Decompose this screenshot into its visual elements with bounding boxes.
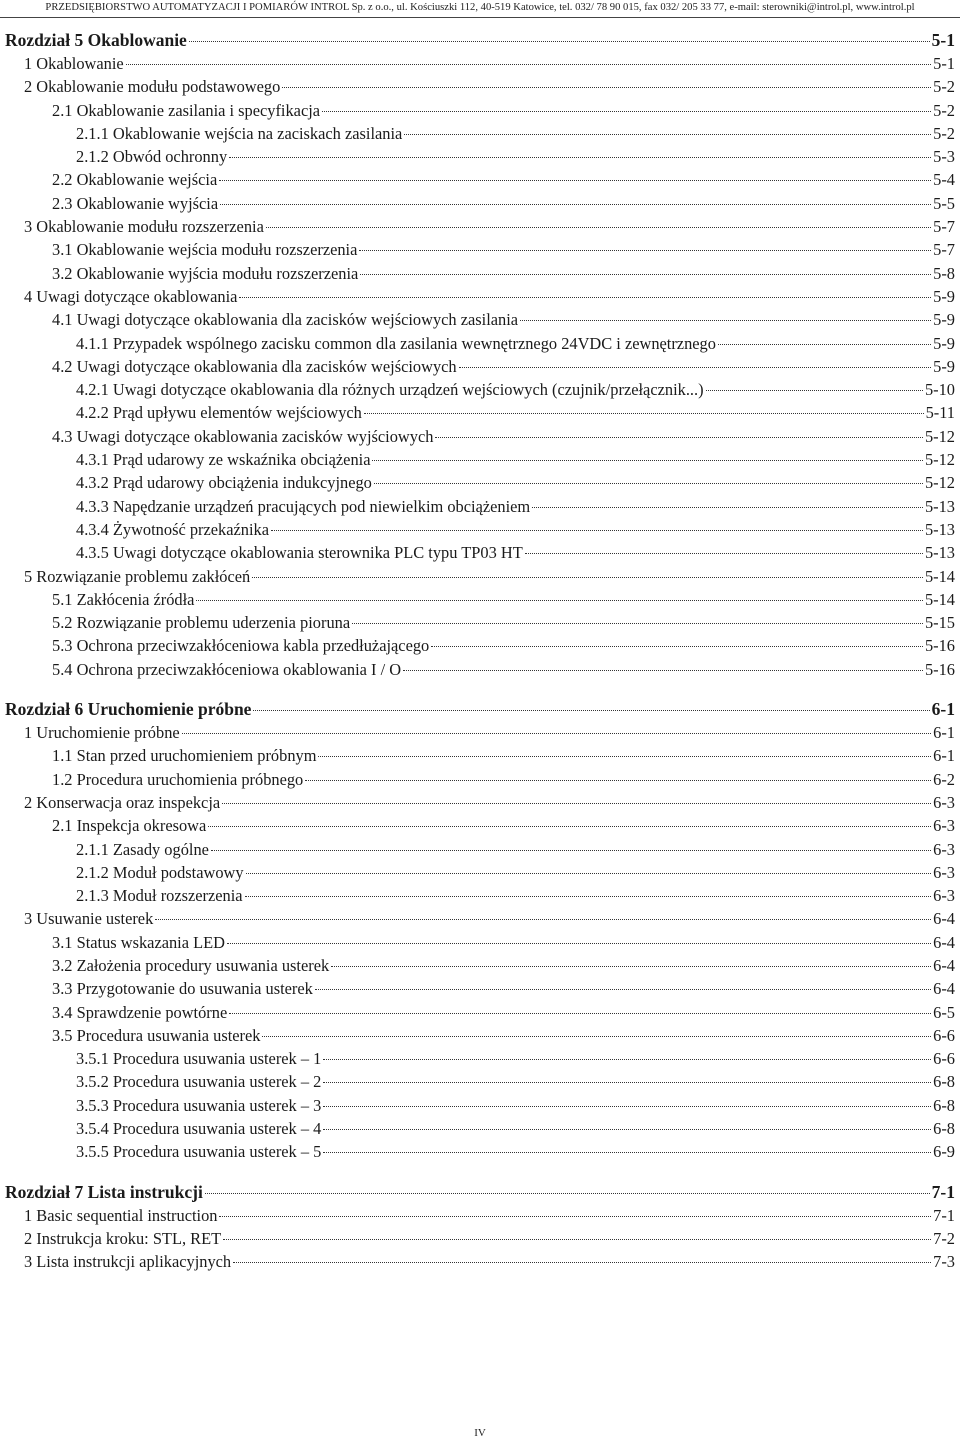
toc-entry-page: 7-1: [931, 1181, 955, 1202]
toc-entry[interactable]: [5, 401, 955, 424]
toc-entry-title: 5.2 Rozwiązanie problemu uderzenia pioruna: [52, 613, 351, 633]
toc-entry-title: 1 Okablowanie: [24, 54, 124, 73]
toc-dot-leader: [435, 437, 923, 438]
toc-dot-leader: [189, 41, 930, 42]
toc-entry-title: 2.1.2 Obwód ochronny: [76, 147, 228, 167]
toc-dot-leader: [372, 460, 922, 461]
toc-chapter: [5, 1180, 955, 1274]
toc-entry[interactable]: [5, 238, 955, 261]
toc-dot-leader: [318, 756, 931, 757]
toc-entry-page: 7-1: [933, 1205, 955, 1225]
toc-entry-title: 3.4 Sprawdzenie powtórne: [52, 1002, 228, 1022]
toc-entry-title: 2.1 Okablowanie zasilania i specyfikacja: [52, 100, 321, 120]
toc-entry-title: 2.1.1 Okablowanie wejścia na zaciskach zasilania: [76, 123, 403, 143]
toc-dot-leader: [229, 157, 931, 158]
toc-entry[interactable]: [5, 931, 955, 954]
toc-dot-leader: [403, 670, 923, 671]
toc-entry-title: 4 Uwagi dotyczące okablowania: [24, 286, 238, 306]
toc-entry-page: 6-4: [933, 909, 955, 929]
toc-entry[interactable]: [5, 192, 955, 215]
toc-entry-title: 5.4 Ochrona przeciwzakłóceniowa okablowania I / O: [52, 659, 402, 679]
toc-entry[interactable]: [5, 658, 955, 681]
toc-entry-title: 3.5.5 Procedura usuwania usterek – 5: [76, 1142, 322, 1162]
toc-entry-page: 5-14: [924, 566, 955, 586]
toc-chapter: [5, 28, 955, 681]
toc-entry[interactable]: [5, 145, 955, 168]
toc-entry-page: 5-5: [933, 193, 955, 213]
toc-entry[interactable]: [5, 215, 955, 238]
toc-entry-title: 3.2 Okablowanie wyjścia modułu rozszerzenia: [52, 263, 359, 283]
toc-entry-title: 3 Okablowanie modułu rozszerzenia: [24, 217, 264, 237]
toc-entry-title: 3.5.1 Procedura usuwania usterek – 1: [76, 1049, 322, 1069]
toc-entry-page: 5-7: [933, 217, 955, 237]
toc-entry-title: 2 Okablowanie modułu podstawowego: [24, 77, 281, 97]
toc-entry-title: 5 Rozwiązanie problemu zakłóceń: [24, 566, 251, 586]
toc-entry[interactable]: [5, 634, 955, 657]
toc-entry-page: 5-16: [924, 659, 955, 679]
toc-entry[interactable]: [5, 565, 955, 588]
toc-dot-leader: [222, 803, 931, 804]
toc-entry-page: 6-9: [933, 1142, 955, 1162]
toc-dot-leader: [211, 850, 931, 851]
toc-dot-leader: [126, 64, 931, 65]
toc-entry-page: 6-8: [933, 1095, 955, 1115]
toc-entry-page: 5-11: [925, 403, 955, 423]
toc-dot-leader: [205, 1193, 930, 1194]
toc-dot-leader: [239, 297, 931, 298]
toc-entry-page: 6-3: [933, 886, 955, 906]
toc-entry-page: 6-2: [933, 769, 955, 789]
toc-entry[interactable]: [5, 611, 955, 634]
toc-entry[interactable]: [5, 1070, 955, 1093]
toc-entry-title: Rozdział 5 Okablowanie: [5, 30, 187, 50]
toc-entry[interactable]: [5, 355, 955, 378]
toc-entry-title: 4.3.4 Żywotność przekaźnika: [76, 519, 269, 539]
toc-entry[interactable]: [5, 1250, 955, 1273]
toc-entry-title: 3.1 Status wskazania LED: [52, 932, 225, 952]
toc-dot-leader: [520, 320, 931, 321]
toc-entry-title: 2.1.2 Moduł podstawowy: [76, 862, 244, 882]
toc-dot-leader: [245, 896, 932, 897]
toc-entry[interactable]: [5, 75, 955, 98]
toc-entry[interactable]: [5, 1094, 955, 1117]
toc-entry[interactable]: [5, 308, 955, 331]
toc-entry[interactable]: [5, 471, 955, 494]
toc-entry-title: 3.2 Założenia procedury usuwania usterek: [52, 955, 330, 975]
toc-entry-page: 5-2: [933, 100, 955, 120]
toc-entry-title: 3.5.3 Procedura usuwania usterek – 3: [76, 1095, 322, 1115]
toc-entry[interactable]: [5, 838, 955, 861]
toc-entry[interactable]: [5, 495, 955, 518]
toc-dot-leader: [364, 413, 924, 414]
toc-chapter-heading[interactable]: [5, 1180, 955, 1204]
toc-entry[interactable]: [5, 744, 955, 767]
toc-entry-title: 3.5 Procedura usuwania usterek: [52, 1025, 261, 1045]
toc-entry-title: 4.3.5 Uwagi dotyczące okablowania sterownika PLC typu TP03 HT: [76, 543, 523, 563]
toc-entry-page: 6-1: [933, 746, 955, 766]
toc-entry-title: 1.2 Procedura uruchomienia próbnego: [52, 769, 304, 789]
toc-entry-page: 5-14: [924, 589, 955, 609]
toc-dot-leader: [322, 111, 931, 112]
toc-dot-leader: [323, 1129, 931, 1130]
toc-chapter: [5, 697, 955, 1164]
toc-entry-title: 5.3 Ochrona przeciwzakłóceniowa kabla przedłużającego: [52, 636, 430, 656]
toc-entry-title: 4.2 Uwagi dotyczące okablowania dla zacisków wejściowych: [52, 356, 457, 376]
toc-entry-title: 2 Instrukcja kroku: STL, RET: [24, 1228, 222, 1248]
toc-entry[interactable]: [5, 884, 955, 907]
toc-entry-page: 5-7: [933, 240, 955, 260]
toc-entry-page: 6-8: [933, 1072, 955, 1092]
toc-entry-title: 2 Konserwacja oraz inspekcja: [24, 792, 221, 812]
toc-entry-title: 4.2.1 Uwagi dotyczące okablowania dla różnych urządzeń wejściowych (czujnik/przełącznik...): [76, 380, 704, 400]
toc-entry-title: 5.1 Zakłócenia źródła: [52, 589, 195, 609]
toc-entry-page: 5-1: [931, 30, 955, 50]
toc-entry-title: 2.3 Okablowanie wyjścia: [52, 193, 219, 213]
page-header: PRZEDSIĘBIORSTWO AUTOMATYZACJI I POMIARÓW INTROL Sp. z o.o., ul. Kościuszki 112, 40-519 Katowice, tel. 032/ 78 90 015, fax 032/ 205 33 77, e-mail: sterowniki@introl.pl, www.introl.pl: [0, 0, 960, 18]
toc-entry-page: 6-3: [933, 816, 955, 836]
toc-entry-page: 6-4: [933, 932, 955, 952]
toc-dot-leader: [220, 204, 931, 205]
toc-entry-title: 3.3 Przygotowanie do usuwania usterek: [52, 979, 313, 999]
toc-entry[interactable]: [5, 378, 955, 401]
toc-entry-page: 6-1: [933, 723, 955, 743]
toc-entry[interactable]: [5, 122, 955, 145]
toc-entry-page: 7-2: [933, 1228, 955, 1248]
toc-dot-leader: [208, 826, 931, 827]
toc-entry-page: 5-12: [924, 450, 955, 470]
toc-entry-page: 5-13: [924, 519, 955, 539]
toc-dot-leader: [305, 780, 931, 781]
page-number: IV: [474, 1427, 486, 1439]
toc-entry-title: 2.1 Inspekcja okresowa: [52, 816, 207, 836]
toc-entry[interactable]: [5, 168, 955, 191]
toc-entry-page: 6-8: [933, 1119, 955, 1139]
toc-entry-page: 6-1: [931, 699, 955, 720]
toc-entry-page: 5-1: [933, 54, 955, 73]
toc-entry-title: 2.1.1 Zasady ogólne: [76, 839, 209, 859]
toc-entry[interactable]: [5, 861, 955, 884]
toc-entry-title: 4.3.3 Napędzanie urządzeń pracujących pod niewielkim obciążeniem: [76, 496, 531, 516]
toc-dot-leader: [525, 553, 923, 554]
toc-entry[interactable]: [5, 768, 955, 791]
toc-entry[interactable]: [5, 791, 955, 814]
toc-dot-leader: [246, 873, 932, 874]
toc-dot-leader: [196, 600, 923, 601]
toc-entry[interactable]: [5, 52, 955, 75]
toc-entry-title: 2.2 Okablowanie wejścia: [52, 170, 218, 190]
toc-dot-leader: [374, 483, 923, 484]
toc-dot-leader: [404, 134, 931, 135]
toc-entry[interactable]: [5, 1024, 955, 1047]
toc-entry-page: 5-9: [933, 310, 955, 330]
toc-entry-page: 6-3: [933, 862, 955, 882]
toc-entry-page: 5-13: [924, 543, 955, 563]
toc-entry[interactable]: [5, 518, 955, 541]
toc-entry-page: 5-2: [933, 123, 955, 143]
toc-entry[interactable]: [5, 425, 955, 448]
toc-dot-leader: [233, 1262, 931, 1263]
toc-dot-leader: [253, 710, 929, 711]
toc-dot-leader: [315, 989, 931, 990]
toc-dot-leader: [219, 180, 931, 181]
toc-entry-page: 5-8: [933, 263, 955, 283]
toc-dot-leader: [352, 623, 923, 624]
toc-dot-leader: [459, 367, 932, 368]
toc-entry[interactable]: [5, 1204, 955, 1227]
toc-entry-title: 4.1.1 Przypadek wspólnego zacisku common dla zasilania wewnętrznego 24VDC i zewnętrznego: [76, 333, 716, 353]
toc-entry[interactable]: [5, 907, 955, 930]
toc-entry-title: 1 Basic sequential instruction: [24, 1205, 218, 1225]
toc-dot-leader: [227, 943, 931, 944]
toc-dot-leader: [271, 530, 923, 531]
toc-entry[interactable]: [5, 1047, 955, 1070]
toc-entry[interactable]: [5, 285, 955, 308]
toc-dot-leader: [323, 1106, 931, 1107]
toc-entry-title: 4.2.2 Prąd upływu elementów wejściowych: [76, 403, 362, 423]
toc-entry-page: 6-6: [933, 1025, 955, 1045]
toc-dot-leader: [431, 646, 923, 647]
toc-entry-title: 3 Lista instrukcji aplikacyjnych: [24, 1252, 232, 1272]
toc-entry[interactable]: [5, 954, 955, 977]
toc-dot-leader: [359, 250, 931, 251]
toc-dot-leader: [718, 344, 931, 345]
toc-dot-leader: [360, 274, 931, 275]
toc-entry-page: 5-4: [933, 170, 955, 190]
toc-entry-title: 1 Uruchomienie próbne: [24, 723, 180, 743]
toc-entry-page: 5-9: [933, 286, 955, 306]
toc-dot-leader: [532, 507, 923, 508]
toc-dot-leader: [262, 1036, 931, 1037]
toc-dot-leader: [282, 87, 931, 88]
toc-entry-title: 3.1 Okablowanie wejścia modułu rozszerzenia: [52, 240, 358, 260]
toc-dot-leader: [323, 1082, 931, 1083]
toc-entry-title: 2.1.3 Moduł rozszerzenia: [76, 886, 243, 906]
toc-dot-leader: [155, 919, 931, 920]
toc-entry-page: 5-10: [924, 380, 955, 400]
toc-dot-leader: [182, 733, 931, 734]
toc-entry[interactable]: [5, 1117, 955, 1140]
toc-entry-page: 6-3: [933, 839, 955, 859]
toc-dot-leader: [266, 227, 931, 228]
toc-entry-page: 5-13: [924, 496, 955, 516]
toc-entry-page: 5-9: [933, 333, 955, 353]
toc-entry[interactable]: [5, 721, 955, 744]
toc-entry[interactable]: [5, 1227, 955, 1250]
toc-entry[interactable]: [5, 99, 955, 122]
toc-entry-page: 6-4: [933, 979, 955, 999]
toc-dot-leader: [331, 966, 931, 967]
toc-entry[interactable]: [5, 541, 955, 564]
toc-entry-page: 6-3: [933, 792, 955, 812]
toc-entry[interactable]: [5, 448, 955, 471]
toc-entry-title: Rozdział 7 Lista instrukcji: [5, 1181, 203, 1202]
toc-entry-page: 7-3: [933, 1252, 955, 1272]
toc-entry-title: 4.3 Uwagi dotyczące okablowania zacisków wyjściowych: [52, 426, 434, 446]
toc-entry-title: 4.3.2 Prąd udarowy obciążenia indukcyjnego: [76, 473, 372, 493]
toc-entry-title: 3.5.2 Procedura usuwania usterek – 2: [76, 1072, 322, 1092]
toc-dot-leader: [323, 1059, 931, 1060]
toc-entry[interactable]: [5, 262, 955, 285]
toc-entry-page: 5-9: [933, 356, 955, 376]
toc-dot-leader: [219, 1216, 931, 1217]
toc-entry-page: 5-12: [924, 426, 955, 446]
toc-entry[interactable]: [5, 588, 955, 611]
toc-entry-title: 4.1 Uwagi dotyczące okablowania dla zacisków wejściowych zasilania: [52, 310, 519, 330]
toc-dot-leader: [323, 1152, 931, 1153]
toc-dot-leader: [223, 1239, 931, 1240]
toc-dot-leader: [252, 577, 923, 578]
toc-entry-title: 3.5.4 Procedura usuwania usterek – 4: [76, 1119, 322, 1139]
toc-chapter-heading[interactable]: [5, 697, 955, 721]
toc-entry-title: 4.3.1 Prąd udarowy ze wskaźnika obciążenia: [76, 450, 371, 470]
table-of-contents: [5, 28, 955, 1290]
toc-entry[interactable]: [5, 814, 955, 837]
toc-entry-page: 6-6: [933, 1049, 955, 1069]
toc-chapter-heading[interactable]: [5, 28, 955, 52]
toc-entry-title: Rozdział 6 Uruchomienie próbne: [5, 699, 252, 720]
toc-dot-leader: [706, 390, 923, 391]
toc-entry-page: 5-2: [933, 77, 955, 97]
toc-entry-page: 6-4: [933, 955, 955, 975]
toc-entry-title: 3 Usuwanie usterek: [24, 909, 154, 929]
toc-entry-page: 5-12: [924, 473, 955, 493]
toc-entry-page: 5-15: [924, 613, 955, 633]
toc-entry[interactable]: [5, 1001, 955, 1024]
toc-dot-leader: [229, 1013, 931, 1014]
toc-entry-page: 6-5: [933, 1002, 955, 1022]
toc-entry-page: 5-16: [924, 636, 955, 656]
toc-entry-title: 1.1 Stan przed uruchomieniem próbnym: [52, 746, 317, 766]
toc-entry[interactable]: [5, 977, 955, 1000]
toc-entry[interactable]: [5, 332, 955, 355]
toc-entry-page: 5-3: [933, 147, 955, 167]
toc-entry[interactable]: [5, 1140, 955, 1163]
